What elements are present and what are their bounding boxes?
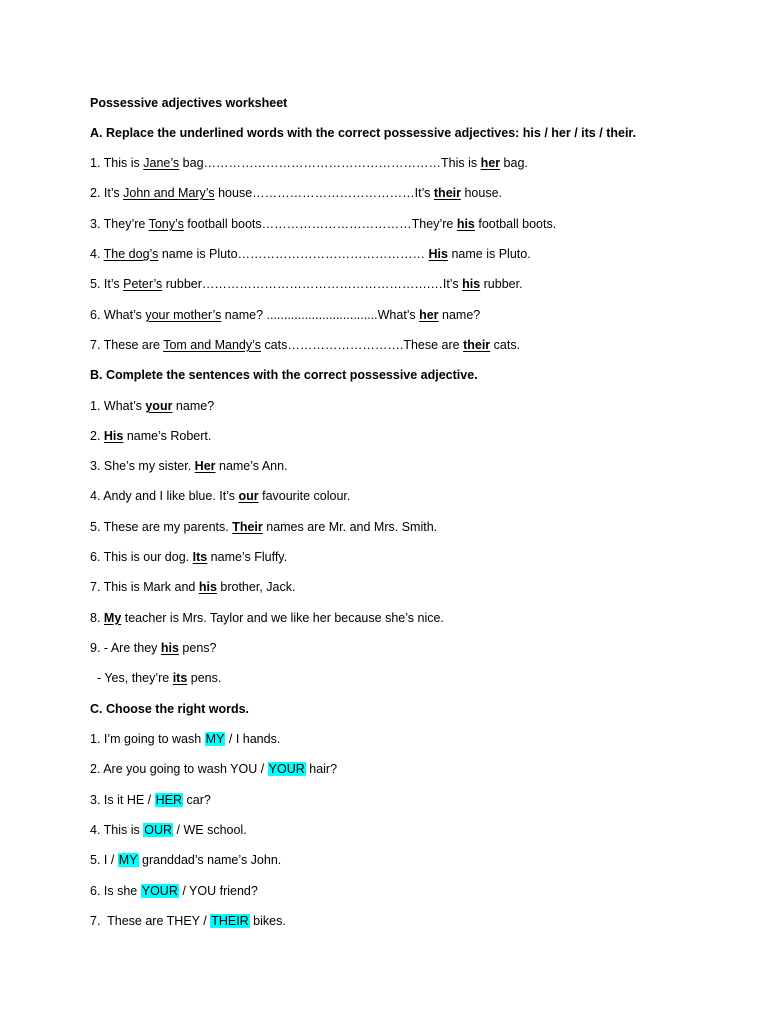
- section-b-item: [90, 610, 444, 626]
- underlined-words: The dog’s: [103, 247, 159, 261]
- item-text: 6. What’s: [90, 308, 146, 322]
- item-text: bikes.: [249, 914, 286, 928]
- item-text: 4.: [90, 247, 104, 261]
- item-text: name’s Ann.: [215, 459, 288, 473]
- heading-text: A. Replace the underlined words with the correct possessive adjectives: his: [90, 126, 545, 140]
- heading-slash: /: [574, 126, 578, 140]
- item-text: 1. This is: [90, 156, 144, 170]
- item-text: car?: [183, 793, 211, 807]
- item-text: 6. This is our dog.: [90, 550, 193, 564]
- item-text: 2. It’s: [90, 186, 124, 200]
- underlined-words: Tom and Mandy’s: [163, 338, 261, 352]
- section-b-item: [90, 549, 287, 565]
- underlined-words: Peter’s: [123, 277, 163, 291]
- page-title: Possessive adjectives worksheet: [90, 96, 288, 110]
- section-a-item: [90, 246, 531, 262]
- section-c-item: [90, 761, 337, 777]
- item-text: teacher is Mrs. Taylor and we like her because she’s nice.: [121, 611, 444, 625]
- item-text: name is Pluto.: [447, 247, 531, 261]
- item-text: 5. It’s: [90, 277, 124, 291]
- section-a-item: [90, 216, 556, 232]
- answer: My: [103, 611, 122, 625]
- item-text: name? ................................What’s: [221, 308, 420, 322]
- item-text: - Yes, they’re: [90, 671, 173, 685]
- section-c-item: [90, 852, 281, 868]
- section-b-item: [90, 519, 437, 535]
- heading-text: her: [547, 126, 575, 140]
- section-b-item: [90, 398, 214, 414]
- highlighted-answer: YOUR: [141, 884, 178, 898]
- section-b-item: [90, 488, 350, 504]
- answer: its: [172, 671, 188, 685]
- item-text: 7. This is Mark and: [90, 580, 199, 594]
- item-text: bag…………………………………………………This is: [179, 156, 481, 170]
- item-text: rubber……………………………………………….…It’s: [162, 277, 463, 291]
- answer: his: [456, 217, 475, 231]
- item-text: 5. These are my parents.: [90, 520, 233, 534]
- item-text: cats……………………….These are: [260, 338, 464, 352]
- section-c-item: [90, 792, 211, 808]
- section-c-item: [90, 913, 286, 929]
- item-text: 6. Is she: [90, 884, 141, 898]
- section-b-item: [90, 670, 221, 686]
- item-text: 3. They’re: [90, 217, 149, 231]
- answer: Her: [194, 459, 216, 473]
- answer: His: [103, 429, 124, 443]
- answer: our: [238, 489, 259, 503]
- item-text: 7. These are: [90, 338, 164, 352]
- section-c-heading: C. Choose the right words.: [90, 702, 250, 716]
- answer: your: [145, 399, 173, 413]
- item-text: bag.: [500, 156, 528, 170]
- section-b-item: [90, 428, 211, 444]
- answer: their: [463, 338, 491, 352]
- item-text: hair?: [305, 762, 338, 776]
- answer: Their: [232, 520, 263, 534]
- section-a-heading: [90, 125, 636, 141]
- section-b-item: [90, 458, 288, 474]
- item-text: / WE school.: [173, 823, 247, 837]
- item-text: brother, Jack.: [216, 580, 296, 594]
- answer: their: [433, 186, 461, 200]
- highlighted-answer: THEIR: [211, 914, 249, 928]
- item-text: 1. What’s: [90, 399, 146, 413]
- item-text: football boots.: [474, 217, 557, 231]
- section-b-item: [90, 579, 295, 595]
- highlighted-answer: OUR: [144, 823, 173, 837]
- section-a-item: [90, 185, 502, 201]
- underlined-words: your mother’s: [145, 308, 222, 322]
- item-text: 5. I /: [90, 853, 118, 867]
- answer: her: [419, 308, 439, 322]
- item-text: cats.: [490, 338, 521, 352]
- item-text: favourite colour.: [258, 489, 351, 503]
- item-text: 1. I’m going to wash: [90, 732, 205, 746]
- item-text: rubber.: [480, 277, 523, 291]
- item-text: names are Mr. and Mrs. Smith.: [262, 520, 438, 534]
- item-text: house…………………………………It’s: [214, 186, 434, 200]
- heading-slash: /: [544, 126, 548, 140]
- section-a-item: [90, 337, 520, 353]
- answer: his: [462, 277, 481, 291]
- heading-text: their.: [602, 126, 637, 140]
- item-text: pens.: [187, 671, 222, 685]
- item-text: name’s Robert.: [123, 429, 212, 443]
- item-text: 2.: [90, 429, 104, 443]
- section-c-item: [90, 883, 258, 899]
- section-b-item: [90, 640, 216, 656]
- underlined-words: Jane’s: [143, 156, 180, 170]
- answer: His: [428, 247, 448, 261]
- item-text: name?: [438, 308, 481, 322]
- item-text: 4. Andy and I like blue. It’s: [90, 489, 239, 503]
- item-text: / I hands.: [225, 732, 281, 746]
- heading-slash: /: [599, 126, 603, 140]
- highlighted-answer: HER: [155, 793, 183, 807]
- item-text: 8.: [90, 611, 104, 625]
- answer: his: [198, 580, 217, 594]
- section-a-item: [90, 276, 523, 292]
- item-text: 3. She’s my sister.: [90, 459, 195, 473]
- item-text: football boots………………………………They’re: [183, 217, 457, 231]
- answer: her: [480, 156, 501, 170]
- answer: Its: [192, 550, 208, 564]
- underlined-words: John and Mary’s: [123, 186, 215, 200]
- item-text: pens?: [178, 641, 217, 655]
- answer: his: [160, 641, 179, 655]
- section-c-item: [90, 822, 247, 838]
- item-text: 4. This is: [90, 823, 144, 837]
- underlined-words: Tony’s: [148, 217, 184, 231]
- item-text: 7. These are THEY /: [90, 914, 211, 928]
- section-b-heading: B. Complete the sentences with the correct possessive adjective.: [90, 368, 478, 382]
- item-text: name?: [172, 399, 215, 413]
- section-c-item: [90, 731, 280, 747]
- highlighted-answer: MY: [118, 853, 138, 867]
- item-text: name is Pluto………………………………………: [158, 247, 429, 261]
- section-a-item: [90, 155, 528, 171]
- highlighted-answer: YOUR: [268, 762, 305, 776]
- item-text: / YOU friend?: [178, 884, 258, 898]
- item-text: house.: [460, 186, 502, 200]
- highlighted-answer: MY: [205, 732, 225, 746]
- section-a-item: [90, 307, 480, 323]
- item-text: 2. Are you going to wash YOU /: [90, 762, 268, 776]
- item-text: 9. - Are they: [90, 641, 161, 655]
- item-text: name’s Fluffy.: [207, 550, 288, 564]
- item-text: 3. Is it HE /: [90, 793, 155, 807]
- item-text: granddad’s name’s John.: [138, 853, 282, 867]
- heading-text: its: [577, 126, 600, 140]
